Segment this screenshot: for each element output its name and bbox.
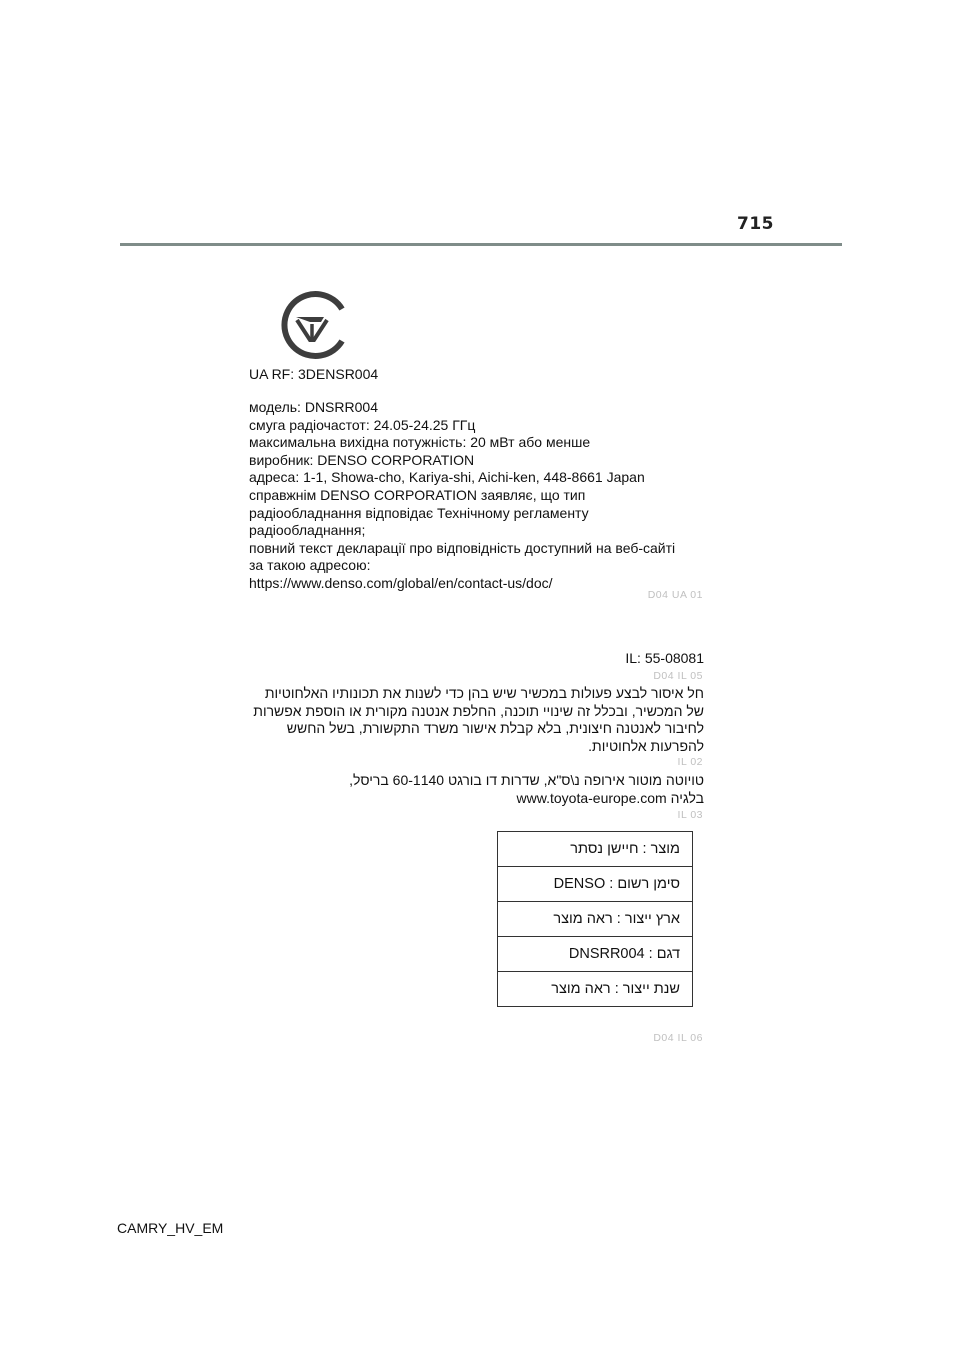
page-number: 715 [737, 214, 774, 234]
table-row [498, 937, 693, 972]
table-cell: מוצר : חיישן נסתר [498, 832, 693, 867]
section-code-il06: D04 IL 06 [653, 1032, 703, 1044]
table-cell: דגם : DNSRR004 [498, 937, 693, 972]
il-notice-text [234, 685, 704, 755]
table-row [498, 972, 693, 1007]
il-notice-line: של המכשיר, ובכלל זה שינויי תוכנה, החלפת אנטנה מקורית או הוספת אפשרות [253, 702, 704, 719]
section-code-il03: IL 03 [677, 809, 703, 821]
table-row [498, 832, 693, 867]
ua-line: адреса: 1-1, Showa-cho, Kariya-shi, Aichi-ken, 448-8661 Japan [249, 469, 645, 486]
ukrainian-conformity-mark-icon [280, 290, 350, 360]
ua-line: модель: DNSRR004 [249, 399, 378, 415]
table-cell: ארץ ייצור : ראה מוצר [498, 902, 693, 937]
table-row [498, 867, 693, 902]
ua-line-url: https://www.denso.com/global/en/contact-us/doc/ [249, 574, 553, 591]
ua-line: максимальна вихідна потужність: 20 мВт або менше [249, 434, 591, 451]
header-divider [120, 243, 842, 246]
il-importer-line: טויוטה מוטור אירופה נ\ס"א, שדרות דו בורגט 60-1140 בריסל, [349, 772, 704, 788]
il-importer-text [234, 772, 704, 807]
ua-line: смуга радіочастот: 24.05-24.25 ГГц [249, 416, 476, 433]
table-row [498, 902, 693, 937]
ua-declaration-text [249, 399, 719, 593]
il-notice-line: לחיבור לאנטנה חיצונית, בלא קבלת אישור משרד התקשורת, בשל החשש [286, 720, 704, 737]
il-notice-line: חל איסור לבצע פעולות במכשיר שיש בהן כדי לשנות את תכונותיו האלחוטיות [264, 685, 704, 701]
ua-line: радіообладнання відповідає Технічному регламенту [249, 504, 589, 521]
il-product-info-table [497, 831, 693, 1007]
ua-line: повний текст декларації про відповідність доступний на веб-сайті [249, 539, 676, 556]
ua-rf-id: UA RF: 3DENSR004 [249, 366, 379, 382]
footer-model-code: CAMRY_HV_EM [117, 1220, 224, 1236]
section-code-ua01: D04 UA 01 [647, 589, 703, 601]
section-code-il05: D04 IL 05 [653, 670, 703, 682]
table-cell: שנת ייצור : ראה מוצר [498, 972, 693, 1007]
table-cell: סימן רשום : DENSO [498, 867, 693, 902]
il-approval-number: IL: 55-08081 [625, 650, 704, 666]
section-code-il02: IL 02 [677, 756, 703, 768]
ua-line: справжнім DENSO CORPORATION заявляє, що тип [249, 486, 586, 503]
ua-line: виробник: DENSO CORPORATION [249, 451, 475, 468]
il-importer-line: בלגיה www.toyota-europe.com [516, 789, 704, 806]
ua-line: радіообладнання; [249, 522, 366, 539]
ua-line: за такою адресою: [249, 557, 371, 574]
il-notice-line: להפרעות אלחוטיות. [588, 737, 704, 754]
